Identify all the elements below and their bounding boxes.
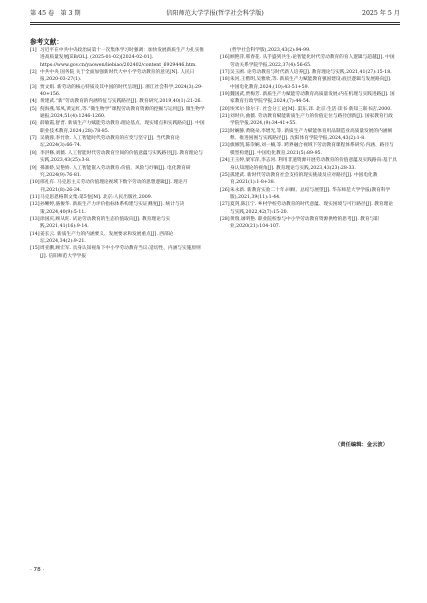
reference-entry: [30, 194, 207, 201]
reference-number: [27]: [220, 202, 230, 208]
reference-number: [24]: [220, 158, 230, 164]
reference-text: 朱永新. 新教育实验二十年:回顾、总结与展望[J]. 华东师范大学学报(教育科学版),2021,39(11):1-44.: [230, 187, 391, 200]
reference-entry: [220, 54, 397, 69]
reference-entry: [220, 106, 397, 113]
reference-entry: [30, 216, 207, 231]
reference-number: [21]: [220, 114, 230, 120]
reference-number: [11]: [30, 194, 40, 200]
reference-number: [25]: [220, 172, 230, 178]
reference-text: 徐国庆,顾从旺. 试论劳动教育的生态价值取向[J]. 教育理论与实践,2021,41(16):9-14.: [40, 216, 171, 230]
reference-number: [20]: [220, 106, 230, 112]
reference-entry: [220, 47, 397, 54]
reference-entry: [30, 231, 207, 246]
reference-entry: [220, 113, 397, 128]
reference-entry: [30, 120, 207, 135]
reference-number: [12]: [30, 202, 40, 208]
reference-text: 周亚鹏,顾宏军. 具身认知视角下中小学劳动教育当议:适切性、内涵与实施原则[J]. 信阳师范大学学报: [40, 246, 201, 259]
reference-entry: [30, 179, 207, 194]
reference-entry: [30, 201, 207, 216]
issue-date: 2025 年 5 月: [362, 10, 400, 17]
reference-entry: [220, 128, 397, 143]
reference-entry: [30, 135, 207, 150]
reference-entry: [30, 84, 207, 99]
reference-entry: [220, 69, 397, 76]
reference-text: 夏剑,陈江宁. 乡村学校劳动教育的时代意蕴、现实困境与可行路径[J]. 教育理论与实践,2022,42(7):15-20.: [230, 202, 393, 215]
reference-number: [16]: [220, 55, 230, 61]
reference-number: [13]: [30, 216, 40, 222]
reference-number: [2]: [30, 70, 37, 76]
reference-text: 刘时兵,曲薇. 劳动教育赋能新质生产力的价值定位与路径创新[J]. 国家教育行政学院学报,2024,(9):34-41+55.: [230, 114, 393, 127]
reference-entry: [220, 187, 397, 202]
reference-number: [4]: [30, 99, 37, 105]
reference-text: 邢礼有. 马克思主义劳动价值理论视域下数字劳动的思想逻辑[J]. 理论月刊,2021(8):26-34.: [40, 180, 188, 193]
reference-text: (哲学社会科学版),2023,43(2):94-99.: [230, 48, 311, 53]
references-column-right: [220, 47, 397, 231]
reference-text: 倪海燕,邹凤,黄运红,等.“微生物学”课程劳动教育资源的挖掘与运用[J]. 微生物学通报,2024,51(4):1246-1260.: [40, 106, 205, 120]
reference-entry: [220, 172, 397, 187]
reference-number: [8]: [30, 150, 37, 156]
volume-issue: 第 45 卷 第 3 期: [30, 10, 81, 17]
reference-entry: [220, 76, 397, 91]
reference-number: [28]: [220, 216, 230, 222]
reference-number: [10]: [30, 180, 40, 186]
reference-number: [15]: [30, 246, 40, 252]
reference-number: [9]: [30, 165, 37, 171]
reference-number: [26]: [220, 187, 230, 193]
reference-entry: [220, 201, 397, 216]
reference-entry: [220, 216, 397, 231]
reference-text: 王玉婷,梁军萍,李志河. 利用非遗资源开展劳动教育的价值意蕴及实践路向:基于具身认知理论的视角[J]. 教育理论与实践,2023,43(23):28-33.: [230, 158, 397, 171]
reference-text: 薛敏霞,舒晋. 新质生产力赋能劳动教育:理论基点、现实堵点和实践路向[J]. 中国职业技术教育,2024,(28):78-85.: [40, 121, 205, 134]
reference-text: 黄建武.“新”劳动教育的内涵特征与实践路径[J]. 教育研究,2019,40(1):21-26.: [40, 99, 203, 105]
reference-entry: [30, 150, 207, 165]
reference-text: 贾文娟. 新劳动的核心特质及其中国的时代呈现[J]. 浙江社会科学,2024(3):29-40+156.: [40, 84, 203, 98]
reference-number: [22]: [220, 128, 230, 134]
reference-entry: [30, 69, 207, 84]
reference-entry: [30, 106, 207, 121]
references-heading: 参考文献：: [30, 38, 63, 46]
journal-title: 信阳师范大学学报(哲学社会科学版): [166, 10, 264, 17]
reference-text: 黄瑞,屠明艳. 职业院校参与中小学劳动教育资源供给的思考[J]. 教育与职业,2020(21):104-107.: [230, 216, 379, 230]
reference-entry: [220, 142, 397, 157]
reference-number: [6]: [30, 121, 37, 127]
reference-text: 孫寨娇,吴艳娇. 人工智能嵌入劳动教育:价值、风险与纾解[J]. 电化教育研究,2024(9):76-81.: [40, 165, 191, 178]
page-number: · 78 ·: [30, 567, 45, 573]
reference-text: 马克思恩格斯文集:第5卷[M]. 北京:人民出版社,2009.: [40, 194, 153, 200]
reference-number: [19]: [220, 92, 230, 98]
reference-entry: [30, 47, 207, 69]
reference-text: 孙晰婷,骆俊华. 新质生产力评价指标体系构建与实证测度[J]. 统计与决策,2024,40(9):5-11.: [40, 202, 185, 215]
reference-text: 李洪修,刘薇. 人工智能时代劳动教育空间的价值意蕴与实践路径[J]. 教育理论与实践,2023,43(25):3-8.: [40, 150, 203, 164]
reference-entry: [30, 98, 207, 105]
reference-text: 顾艳萍,邢春花. 从手盛到共生:论智能化时代劳动教育的育人逻辑与超越[J]. 中国劳动关系学院学报,2022,37(4):56-65.: [230, 55, 395, 68]
reference-number: [14]: [30, 231, 40, 237]
header-rule-thin: [30, 24, 400, 25]
reference-text: 姜长云. 新质生产力的内涵要义、发展要求和发展重点[J]. 西部论坛,2024,34(2):9-21.: [40, 231, 174, 244]
reference-number: [5]: [30, 106, 37, 112]
reference-entry: [30, 245, 207, 260]
reference-text: 习近平在中共中央政治局第十一次集体学习时强调：加快发展新质生产力扎实推进高质量发展[EB/OL]. (2025-01-02)[2024-02-01]. https://www.gov.cn/yaowen/liebiao/202402/content_6929446.htm.: [40, 48, 205, 68]
reference-text: 埃米尔·涂尔干. 社会分工论[M]. 渠东,译. 北京:生活·读书·新知三联书店,2000.: [230, 106, 392, 112]
reference-text: 朱河,王楷明,吴雅欣,等. 新质生产力赋能教育强国建设:底层逻辑与发展路向[J]. 中国电化教育,2024,(10):43-51+59.: [230, 77, 392, 90]
reference-number: [1]: [30, 48, 37, 53]
references-column-left: [30, 47, 207, 260]
reference-text: 时娴静,黄晓朵,李增光,等. 新质生产力赋能体育用品制造业高质量发展的内涵阐释、推进困囿与实践路径[J]. 沈阳体育学院学报,2024,43(2):1-8.: [230, 128, 393, 142]
reference-text: 中共中央 国务院 关于全面加强新时代大中小学劳动教育的意见[N]. 人民日报,2020-03-27(1).: [40, 70, 195, 83]
running-header: [30, 6, 400, 22]
reference-number: [3]: [30, 84, 37, 90]
reference-number: [7]: [30, 136, 37, 142]
header-rule-thick: [30, 22, 400, 23]
reference-number: [17]: [220, 70, 230, 76]
reference-text: 吴玉鸥. 论劳动教育与时代新人培养[J]. 教育理论与实践,2021,41(27):15-18.: [230, 70, 392, 76]
reference-number: [23]: [220, 143, 230, 149]
reference-number: [18]: [220, 77, 230, 83]
reference-text: 吴晓蓉,李竹欣. 人工智能时代劳动教育的应变与坚守[J]. 当代教育论坛,2024(3):66-74.: [40, 136, 180, 149]
reference-entry: [220, 91, 397, 106]
reference-text: 旗修凯,陈崇娴,刘一楠,等. 跨界融合视域下劳动教育课程体系研究:内涵、路径与模型构建[J]. 中国电化教育,2021(5):89-95.: [230, 143, 394, 156]
editor-credit: （责任编辑：金云波）: [335, 442, 388, 448]
reference-entry: [30, 165, 207, 180]
reference-text: 魏国武,贾梅芳. 新质生产力赋能劳动教育高质量发展:内在机理与实践进路[J]. 国家教育行政学院学报,2024,(7):44-54.: [230, 92, 395, 105]
reference-text: 孤建武. 新时代劳动教育社会支持的现实挑战及应对路径[J]. 中国电化教育,2021(1):1-8+38.: [230, 172, 378, 186]
reference-entry: [220, 157, 397, 172]
